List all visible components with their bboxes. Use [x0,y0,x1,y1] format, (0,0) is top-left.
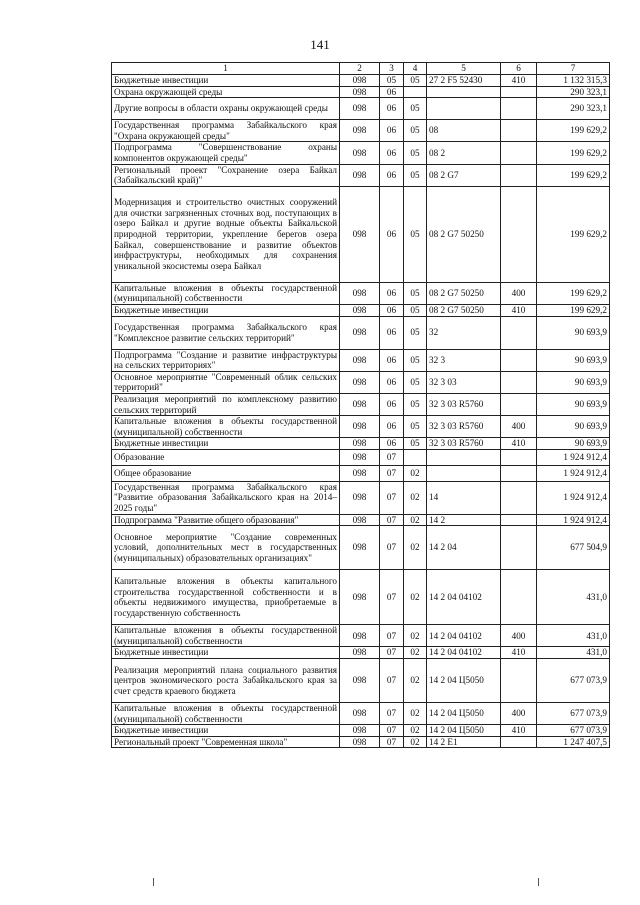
target-article-code-cell: 08 2 G7 50250 [427,304,501,316]
table-row [112,316,610,349]
subsection-code-cell: 02 [404,725,427,737]
table-row [112,98,610,120]
admin-code-cell: 098 [340,282,380,304]
target-article-code-cell: 14 2 04 [427,526,501,570]
subsection-code-cell: 05 [404,164,427,186]
admin-code-cell: 098 [340,142,380,164]
subsection-code-cell: 05 [404,371,427,393]
table-row [112,393,610,415]
section-code-cell: 06 [380,164,404,186]
subsection-code-cell: 02 [404,625,427,647]
admin-code-cell: 098 [340,164,380,186]
amount-cell: 1 924 912,4 [537,465,610,481]
admin-code-cell: 098 [340,625,380,647]
section-code-cell: 07 [380,736,404,748]
page-number: 141 [310,37,330,52]
table-row [112,526,610,570]
subsection-code-cell: 05 [404,75,427,87]
expense-type-code-cell [501,393,537,415]
section-code-cell: 06 [380,371,404,393]
row-name-cell: Бюджетные инвестиции [112,438,340,450]
subsection-code-cell: 05 [404,186,427,282]
table-row [112,570,610,625]
section-code-cell: 06 [380,304,404,316]
expense-type-code-cell: 400 [501,703,537,725]
table-row [112,647,610,659]
target-article-code-cell: 14 2 04 04102 [427,647,501,659]
section-code-cell: 06 [380,393,404,415]
admin-code-cell: 098 [340,703,380,725]
section-code-cell: 06 [380,416,404,438]
target-article-code-cell [427,465,501,481]
expense-type-code-cell [501,526,537,570]
expense-type-code-cell [501,449,537,465]
admin-code-cell: 098 [340,526,380,570]
expense-type-code-cell [501,481,537,514]
subsection-code-cell: 05 [404,120,427,142]
table-row [112,349,610,371]
target-article-code-cell: 08 2 G7 [427,164,501,186]
admin-code-cell: 098 [340,98,380,120]
amount-cell: 1 924 912,4 [537,514,610,526]
amount-cell: 431,0 [537,647,610,659]
admin-code-cell: 098 [340,481,380,514]
target-article-code-cell: 32 3 [427,349,501,371]
section-code-cell: 07 [380,703,404,725]
admin-code-cell: 098 [340,736,380,748]
subsection-code-cell: 02 [404,481,427,514]
row-name-cell: Подпрограмма "Совершенствование охраны компонентов окружающей среды" [112,142,340,164]
section-code-cell: 06 [380,186,404,282]
budget-table [111,62,610,748]
row-name-cell: Капитальные вложения в объекты государственной (муниципальной) собственности [112,625,340,647]
expense-type-code-cell [501,186,537,282]
amount-cell: 290 323,1 [537,86,610,98]
expense-type-code-cell [501,316,537,349]
subsection-code-cell: 05 [404,349,427,371]
row-name-cell: Другие вопросы в области охраны окружающей среды [112,98,340,120]
subsection-code-cell: 02 [404,703,427,725]
section-code-cell: 07 [380,647,404,659]
subsection-code-cell: 05 [404,438,427,450]
subsection-code-cell: 02 [404,570,427,625]
target-article-code-cell: 14 2 E1 [427,736,501,748]
amount-cell: 90 693,9 [537,349,610,371]
amount-cell: 431,0 [537,570,610,625]
admin-code-cell: 098 [340,416,380,438]
table-row [112,371,610,393]
amount-cell: 431,0 [537,625,610,647]
section-code-cell: 07 [380,449,404,465]
target-article-code-cell: 32 3 03 R5760 [427,393,501,415]
admin-code-cell: 098 [340,570,380,625]
subsection-code-cell: 02 [404,514,427,526]
row-name-cell: Государственная программа Забайкальского края "Развитие образования Забайкальского края на 2014–2025 годы" [112,481,340,514]
amount-cell: 677 073,9 [537,659,610,703]
table-row [112,625,610,647]
target-article-code-cell: 32 3 03 R5760 [427,438,501,450]
admin-code-cell: 098 [340,120,380,142]
expense-type-code-cell [501,514,537,526]
target-article-code-cell: 08 2 G7 50250 [427,186,501,282]
table-row [112,438,610,450]
expense-type-code-cell [501,570,537,625]
amount-cell: 199 629,2 [537,142,610,164]
admin-code-cell: 098 [340,371,380,393]
admin-code-cell: 098 [340,304,380,316]
table-row [112,75,610,87]
target-article-code-cell: 32 3 03 R5760 [427,416,501,438]
admin-code-cell: 098 [340,316,380,349]
column-header: 4 [404,63,427,75]
target-article-code-cell: 14 2 [427,514,501,526]
amount-cell: 1 924 912,4 [537,481,610,514]
admin-code-cell: 098 [340,725,380,737]
row-name-cell: Капитальные вложения в объекты капитального строительства государственной собственности и в объекты недвижимого имущества, приобретаемые в государственную собственность [112,570,340,625]
subsection-code-cell: 05 [404,316,427,349]
expense-type-code-cell [501,736,537,748]
target-article-code-cell: 14 2 04 04102 [427,625,501,647]
section-code-cell: 06 [380,438,404,450]
admin-code-cell: 098 [340,349,380,371]
row-name-cell: Основное мероприятие "Создание современных условий, дополнительных мест в государственных (муниципальных) образовательных организациях" [112,526,340,570]
amount-cell: 90 693,9 [537,316,610,349]
table-row [112,416,610,438]
row-name-cell: Бюджетные инвестиции [112,647,340,659]
expense-type-code-cell: 410 [501,438,537,450]
expense-type-code-cell [501,98,537,120]
section-code-cell: 07 [380,725,404,737]
target-article-code-cell: 14 2 04 Ц5050 [427,725,501,737]
expense-type-code-cell [501,349,537,371]
target-article-code-cell [427,86,501,98]
amount-cell: 677 073,9 [537,725,610,737]
admin-code-cell: 098 [340,514,380,526]
target-article-code-cell: 14 2 04 Ц5050 [427,659,501,703]
target-article-code-cell: 32 [427,316,501,349]
row-name-cell: Бюджетные инвестиции [112,304,340,316]
row-name-cell: Реализация мероприятий по комплексному развитию сельских территорий [112,393,340,415]
expense-type-code-cell [501,142,537,164]
column-header: 7 [537,63,610,75]
admin-code-cell: 098 [340,647,380,659]
subsection-code-cell: 02 [404,659,427,703]
table-header-row [112,63,610,75]
expense-type-code-cell: 410 [501,304,537,316]
row-name-cell: Государственная программа Забайкальского края "Комплексное развитие сельских территорий" [112,316,340,349]
scan-mark [153,878,154,886]
table-row [112,282,610,304]
table-row [112,120,610,142]
amount-cell: 90 693,9 [537,438,610,450]
table-row [112,449,610,465]
row-name-cell: Подпрограмма "Развитие общего образования" [112,514,340,526]
admin-code-cell: 098 [340,465,380,481]
section-code-cell: 06 [380,349,404,371]
admin-code-cell: 098 [340,186,380,282]
subsection-code-cell: 05 [404,304,427,316]
subsection-code-cell: 02 [404,647,427,659]
amount-cell: 199 629,2 [537,164,610,186]
admin-code-cell: 098 [340,393,380,415]
column-header: 3 [380,63,404,75]
table-row [112,164,610,186]
section-code-cell: 06 [380,142,404,164]
amount-cell: 199 629,2 [537,186,610,282]
section-code-cell: 06 [380,282,404,304]
table-row [112,186,610,282]
table-row [112,725,610,737]
target-article-code-cell: 27 2 F5 52430 [427,75,501,87]
amount-cell: 677 504,9 [537,526,610,570]
admin-code-cell: 098 [340,659,380,703]
expense-type-code-cell [501,120,537,142]
subsection-code-cell: 05 [404,98,427,120]
subsection-code-cell: 02 [404,526,427,570]
section-code-cell: 07 [380,625,404,647]
target-article-code-cell: 14 [427,481,501,514]
subsection-code-cell [404,449,427,465]
expense-type-code-cell: 400 [501,282,537,304]
column-header: 5 [427,63,501,75]
row-name-cell: Государственная программа Забайкальского края "Охрана окружающей среды" [112,120,340,142]
section-code-cell: 06 [380,316,404,349]
admin-code-cell: 098 [340,449,380,465]
target-article-code-cell: 08 [427,120,501,142]
section-code-cell: 07 [380,465,404,481]
target-article-code-cell: 14 2 04 Ц5050 [427,703,501,725]
scan-mark [538,878,539,886]
table-row [112,304,610,316]
expense-type-code-cell [501,465,537,481]
row-name-cell: Общее образование [112,465,340,481]
section-code-cell: 07 [380,481,404,514]
subsection-code-cell: 02 [404,465,427,481]
section-code-cell: 07 [380,514,404,526]
row-name-cell: Капитальные вложения в объекты государственной (муниципальной) собственности [112,416,340,438]
amount-cell: 1 924 912,4 [537,449,610,465]
row-name-cell: Капитальные вложения в объекты государственной (муниципальной) собственности [112,703,340,725]
row-name-cell: Бюджетные инвестиции [112,75,340,87]
admin-code-cell: 098 [340,86,380,98]
target-article-code-cell: 14 2 04 04102 [427,570,501,625]
table-row [112,465,610,481]
target-article-code-cell: 32 3 03 [427,371,501,393]
row-name-cell: Основное мероприятие "Современный облик сельских территорий" [112,371,340,393]
section-code-cell: 06 [380,98,404,120]
section-code-cell: 07 [380,570,404,625]
expense-type-code-cell [501,659,537,703]
subsection-code-cell [404,86,427,98]
target-article-code-cell: 08 2 G7 50250 [427,282,501,304]
section-code-cell: 07 [380,526,404,570]
subsection-code-cell: 05 [404,282,427,304]
amount-cell: 1 132 315,3 [537,75,610,87]
expense-type-code-cell [501,371,537,393]
amount-cell: 90 693,9 [537,371,610,393]
row-name-cell: Модернизация и строительство очистных сооружений для очистки загрязненных сточных вод, поступающих в озеро Байкал и другие водные объекты Байкальской природной территории, укрепление берегов озера Байкал, совершенствование и развитие объектов инфраструктуры, необходимых для сохранения уникальной экосистемы озера Байкал [112,186,340,282]
table-row [112,736,610,748]
table-row [112,481,610,514]
row-name-cell: Подпрограмма "Создание и развитие инфраструктуры на сельских территориях" [112,349,340,371]
table-row [112,142,610,164]
admin-code-cell: 098 [340,75,380,87]
row-name-cell: Образование [112,449,340,465]
subsection-code-cell: 05 [404,393,427,415]
amount-cell: 199 629,2 [537,282,610,304]
column-header: 1 [112,63,340,75]
amount-cell: 290 323,1 [537,98,610,120]
row-name-cell: Реализация мероприятий плана социального развития центров экономического роста Забайкальского края за счет средств краевого бюджета [112,659,340,703]
section-code-cell: 06 [380,86,404,98]
expense-type-code-cell: 400 [501,416,537,438]
target-article-code-cell: 08 2 [427,142,501,164]
expense-type-code-cell: 400 [501,625,537,647]
table-body [112,75,610,748]
row-name-cell: Охрана окружающей среды [112,86,340,98]
row-name-cell: Бюджетные инвестиции [112,725,340,737]
target-article-code-cell [427,98,501,120]
section-code-cell: 06 [380,120,404,142]
row-name-cell: Капитальные вложения в объекты государственной (муниципальной) собственности [112,282,340,304]
subsection-code-cell: 05 [404,142,427,164]
expense-type-code-cell: 410 [501,725,537,737]
section-code-cell: 05 [380,75,404,87]
amount-cell: 1 247 407,5 [537,736,610,748]
amount-cell: 199 629,2 [537,304,610,316]
expense-type-code-cell: 410 [501,647,537,659]
column-header: 2 [340,63,380,75]
subsection-code-cell: 05 [404,416,427,438]
table-row [112,703,610,725]
amount-cell: 90 693,9 [537,416,610,438]
expense-type-code-cell [501,164,537,186]
expense-type-code-cell: 410 [501,75,537,87]
row-name-cell: Региональный проект "Современная школа" [112,736,340,748]
subsection-code-cell: 02 [404,736,427,748]
expense-type-code-cell [501,86,537,98]
amount-cell: 90 693,9 [537,393,610,415]
table-row [112,514,610,526]
amount-cell: 677 073,9 [537,703,610,725]
table-row [112,86,610,98]
section-code-cell: 07 [380,659,404,703]
target-article-code-cell [427,449,501,465]
column-header: 6 [501,63,537,75]
row-name-cell: Региональный проект "Сохранение озера Байкал (Забайкальский край)" [112,164,340,186]
table-row [112,659,610,703]
admin-code-cell: 098 [340,438,380,450]
amount-cell: 199 629,2 [537,120,610,142]
